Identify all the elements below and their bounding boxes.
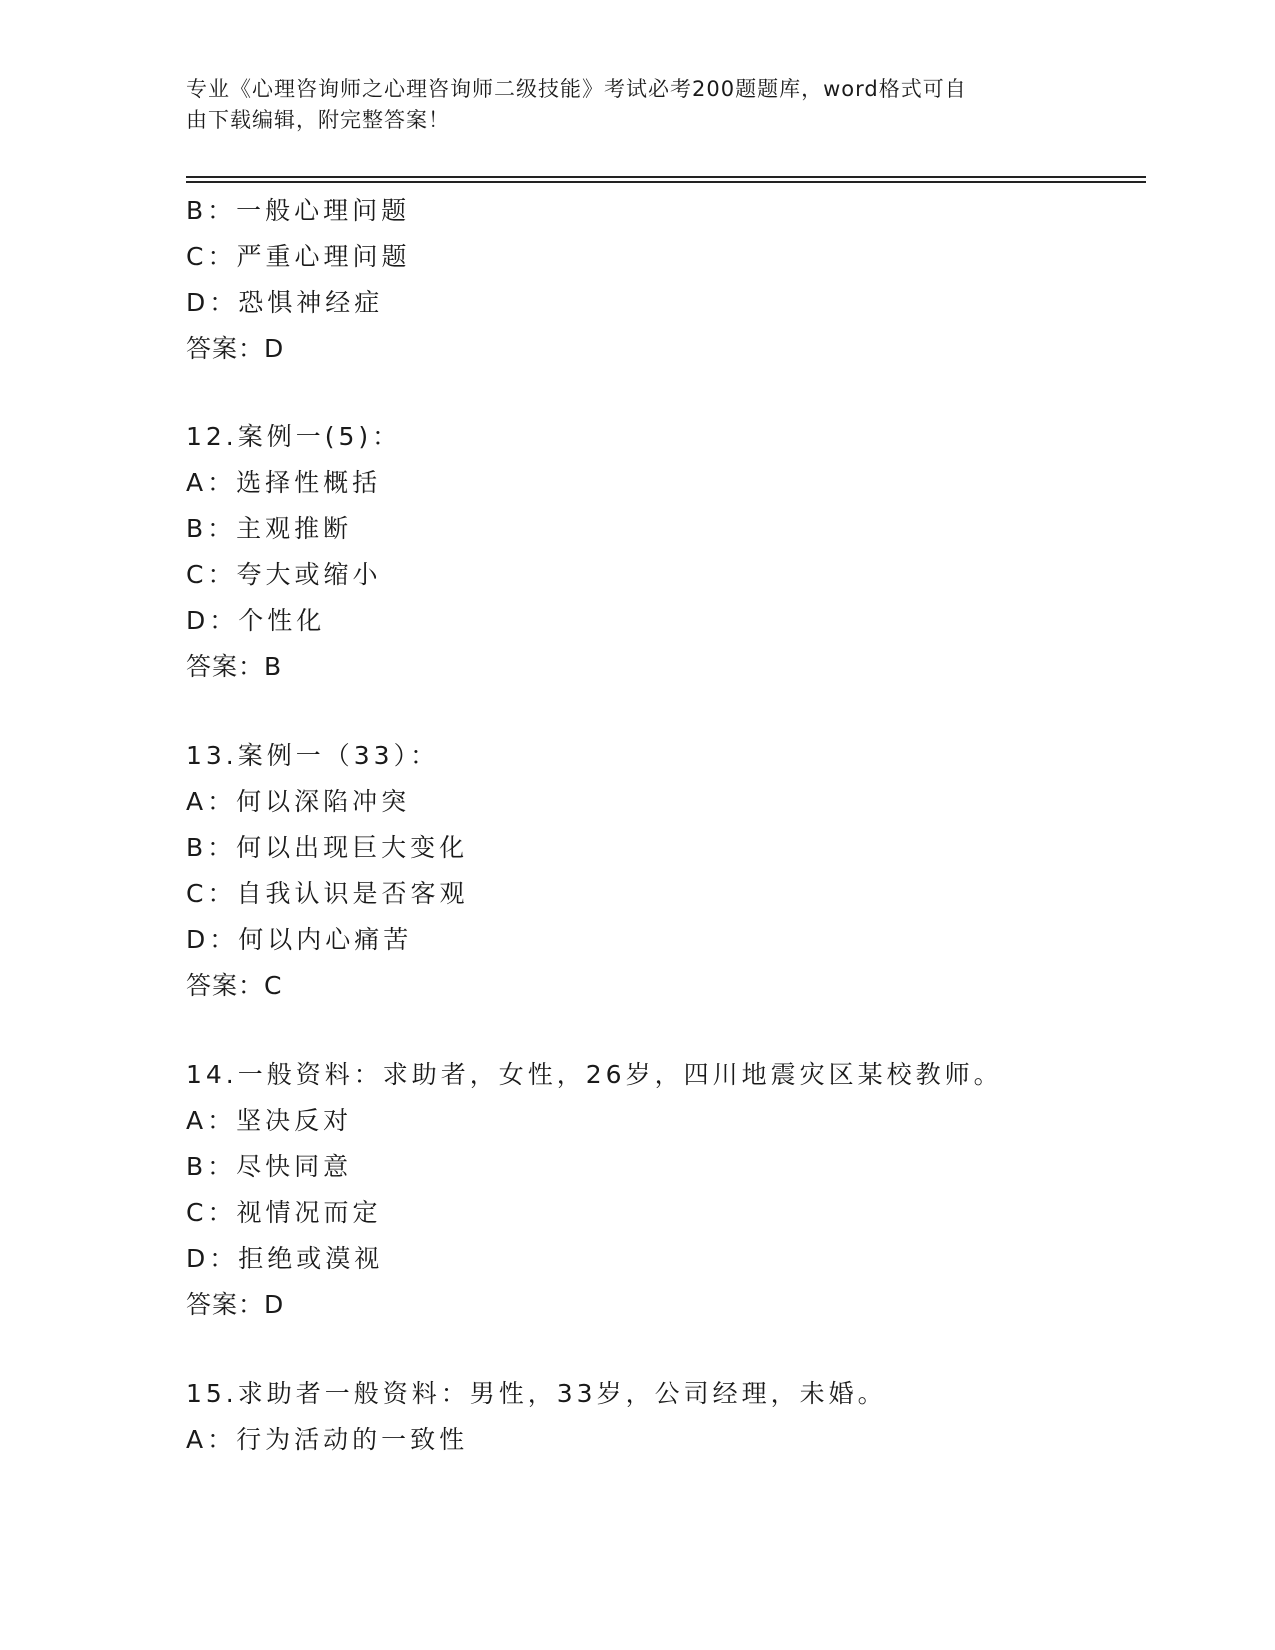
option-c: C：严重心理问题	[186, 242, 411, 271]
option-b: B：一般心理问题	[186, 196, 411, 225]
header-divider-top	[186, 176, 1146, 178]
answer-line: 答案：D	[186, 1290, 285, 1319]
answer-line: 答案：B	[186, 652, 283, 681]
question-title: 13.案例一（33）：	[186, 741, 440, 770]
option-a: A：坚决反对	[186, 1106, 353, 1135]
question-list	[186, 188, 1146, 1463]
option-d: D：拒绝或漠视	[186, 1244, 384, 1273]
option-b: B：主观推断	[186, 514, 353, 543]
option-c: C：自我认识是否客观	[186, 879, 469, 908]
answer-line: 答案：C	[186, 971, 283, 1000]
header-line-1: 专业《心理咨询师之心理咨询师二级技能》考试必考200题题库，word格式可自	[186, 77, 967, 101]
question-title: 12.案例一(5)：	[186, 422, 402, 451]
option-d: D：恐惧神经症	[186, 288, 384, 317]
question-title: 14.一般资料：求助者，女性，26岁，四川地震灾区某校教师。	[186, 1060, 1003, 1089]
option-a: A：行为活动的一致性	[186, 1425, 469, 1454]
header-line-2: 由下载编辑，附完整答案！	[186, 108, 450, 132]
option-c: C：夸大或缩小	[186, 560, 382, 589]
question-block	[186, 188, 1146, 372]
question-block	[186, 733, 1146, 1009]
option-b: B：何以出现巨大变化	[186, 833, 469, 862]
option-a: A：何以深陷冲突	[186, 787, 411, 816]
option-c: C：视情况而定	[186, 1198, 382, 1227]
spacer	[186, 372, 1146, 414]
header-divider-bottom	[186, 181, 1146, 183]
option-d: D：个性化	[186, 606, 326, 635]
option-a: A：选择性概括	[186, 468, 382, 497]
spacer	[186, 1328, 1146, 1371]
spacer	[186, 690, 1146, 733]
option-d: D：何以内心痛苦	[186, 925, 413, 954]
spacer	[186, 1009, 1146, 1052]
document-header	[186, 74, 1066, 136]
question-title: 15.求助者一般资料：男性，33岁，公司经理，未婚。	[186, 1379, 887, 1408]
answer-line: 答案：D	[186, 334, 285, 363]
option-b: B：尽快同意	[186, 1152, 353, 1181]
question-block	[186, 1371, 1146, 1463]
question-block	[186, 414, 1146, 690]
question-block	[186, 1052, 1146, 1328]
